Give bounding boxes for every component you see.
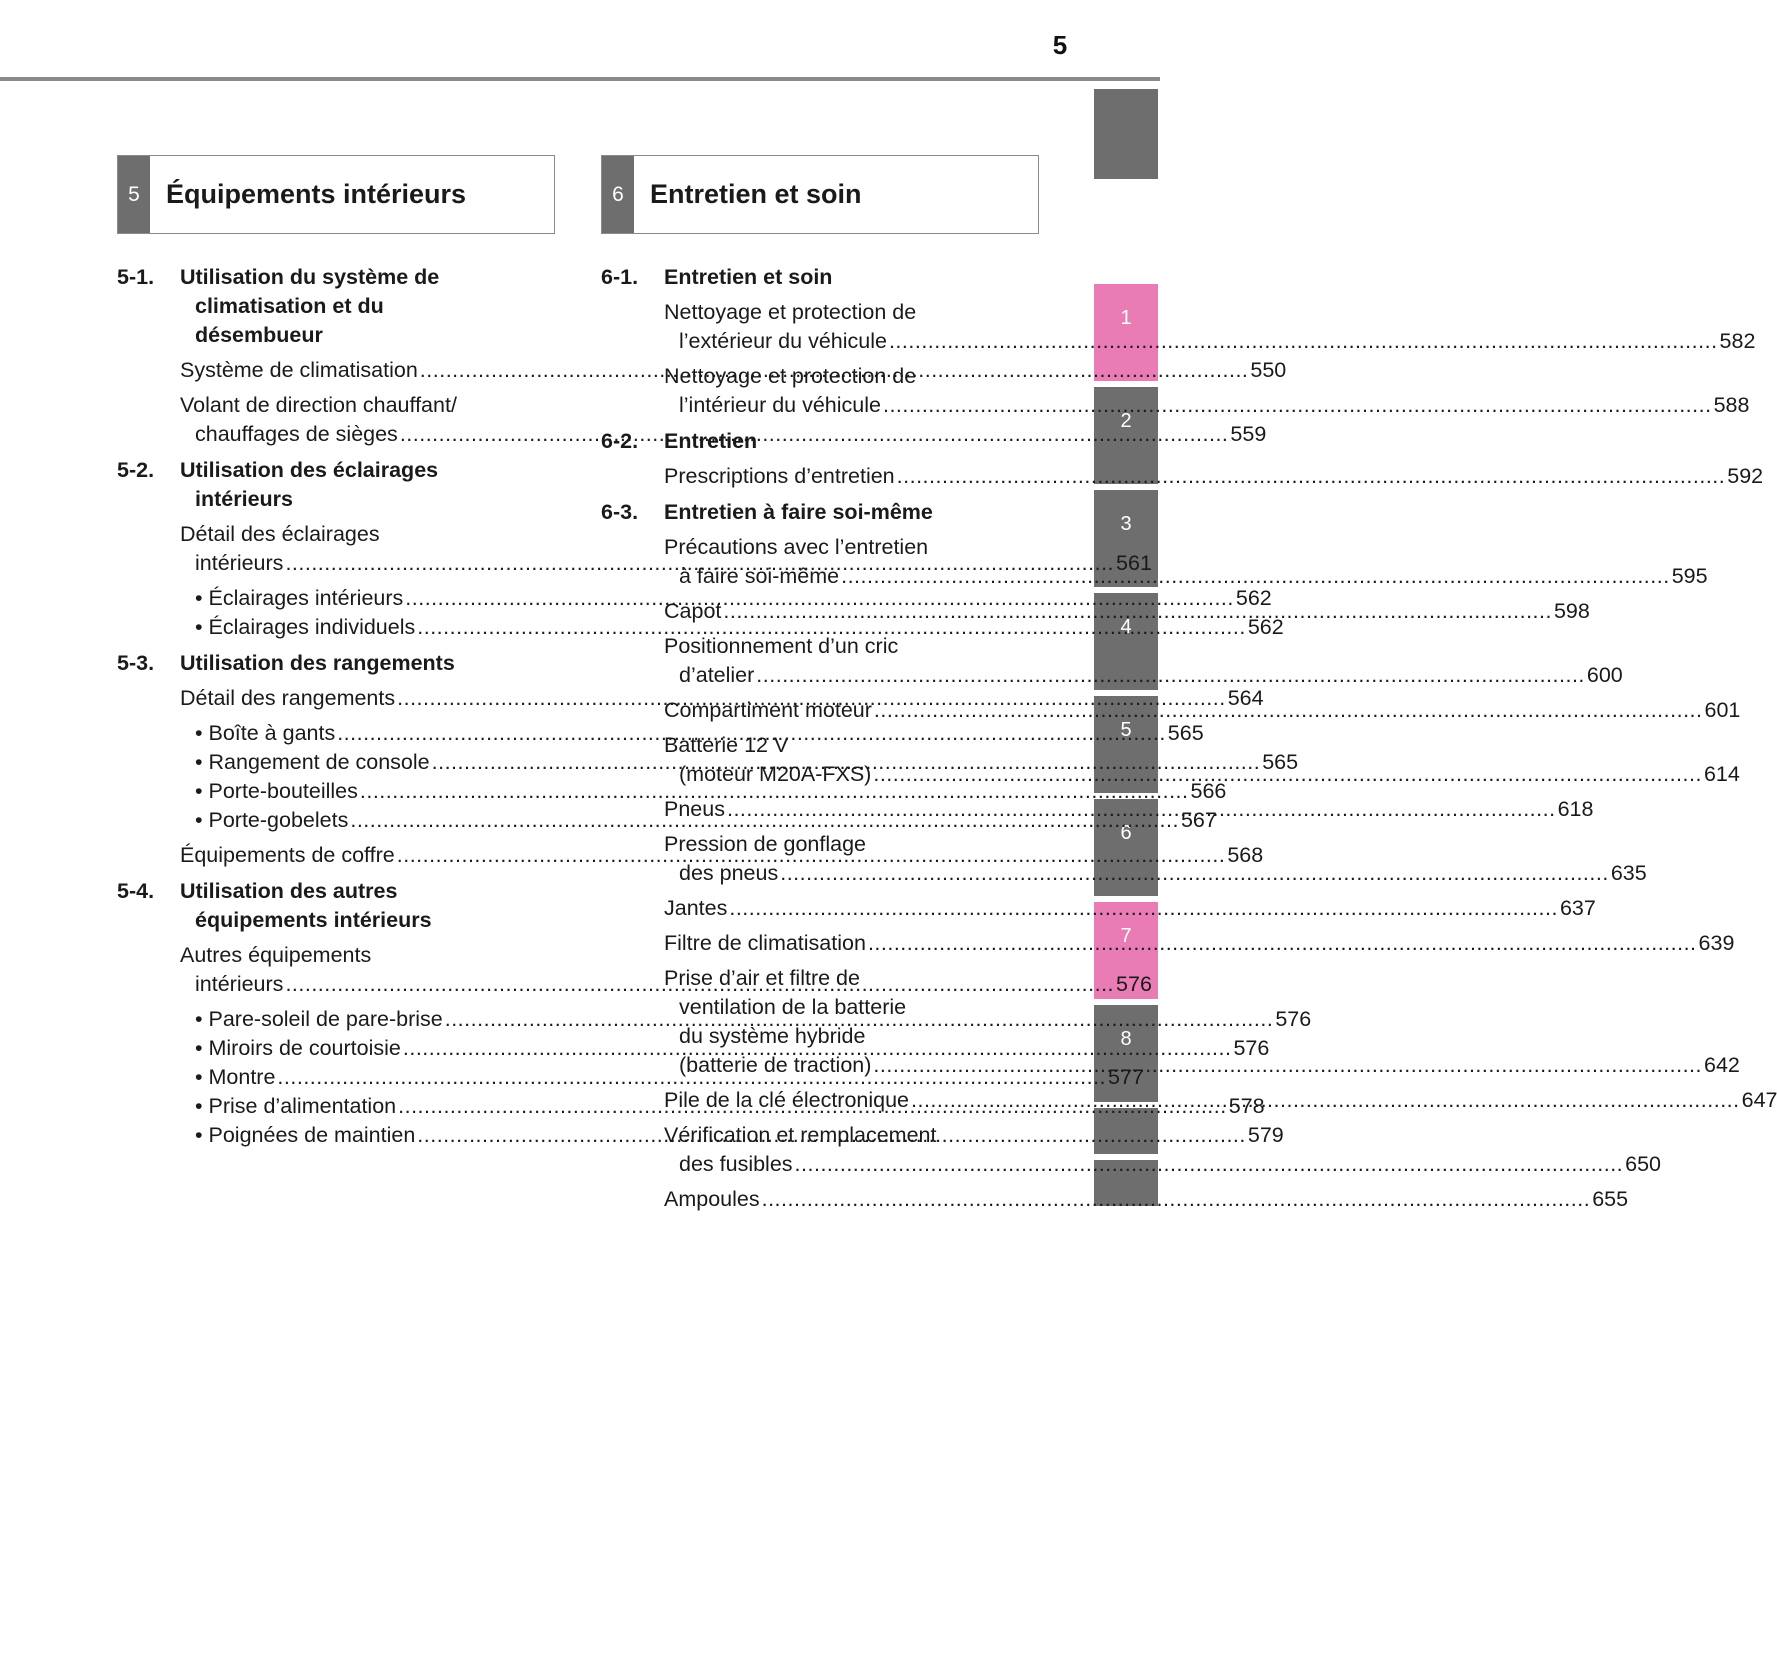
entry-text: Équipements de coffre (180, 843, 395, 867)
page-number: 5 (1052, 30, 1068, 60)
dot-leader (780, 861, 1609, 885)
page-reference: 562 (1235, 586, 1272, 610)
entry-text: Pile de la clé électronique (664, 1088, 910, 1112)
entry-line (180, 613, 1284, 642)
section-heading[interactable] (117, 877, 538, 935)
chapter-header-5 (117, 155, 555, 234)
dot-leader (883, 393, 1712, 417)
entry-text: • Montre (195, 1065, 276, 1089)
chapter-tab-label: 7 (1120, 925, 1132, 947)
entry-line (664, 327, 1756, 356)
dot-leader (795, 1152, 1624, 1176)
page-reference: 576 (1116, 972, 1152, 996)
header-rule (0, 77, 1160, 81)
section-title-line: désembueur (195, 323, 323, 347)
page-reference: 635 (1610, 861, 1647, 885)
entry-text: à faire soi-même (679, 564, 840, 588)
toc-subentry[interactable] (117, 777, 1227, 806)
toc-entry[interactable] (601, 298, 1756, 356)
entry-text: Capot (664, 599, 722, 623)
page-reference: 576 (1233, 1036, 1270, 1060)
chapter-tab-label: 8 (1120, 1028, 1132, 1050)
dot-leader (897, 464, 1726, 488)
dot-leader (756, 663, 1585, 687)
section-title-line: équipements intérieurs (195, 908, 432, 932)
entry-text: • Porte-bouteilles (195, 779, 358, 803)
section-title-line: Utilisation du système de (180, 265, 440, 289)
dot-leader (911, 1088, 1740, 1112)
toc-subentry[interactable] (117, 613, 1284, 642)
entry-text: Détail des rangements (180, 686, 396, 710)
dot-leader (729, 896, 1558, 920)
section-number: 6-1. (601, 265, 639, 289)
page-reference: 650 (1625, 1152, 1662, 1176)
entry-text: ventilation de la batterie (679, 995, 907, 1019)
entry-text: Pneus (664, 797, 725, 821)
entry-text: • Éclairages individuels (195, 615, 416, 639)
page-reference: 600 (1586, 663, 1623, 687)
chapter-header-6 (601, 155, 1039, 234)
page-reference: 618 (1557, 797, 1594, 821)
page-reference: 550 (1250, 358, 1287, 382)
dot-leader (873, 762, 1702, 786)
entry-text: Détail des éclairages (180, 522, 380, 546)
chapter-tab-label: 1 (1120, 307, 1132, 329)
entry-text: Autres équipements (180, 943, 372, 967)
entry-text: l’extérieur du véhicule (679, 329, 887, 353)
chapter-tab-label: 4 (1120, 616, 1132, 638)
entry-text: Vérification et remplacement (664, 1123, 937, 1147)
entry-text: • Rangement de console (195, 750, 430, 774)
entry-text: • Porte-gobelets (195, 808, 349, 832)
dot-leader (889, 329, 1718, 353)
entry-text: l’intérieur du véhicule (679, 393, 881, 417)
section-heading[interactable] (601, 263, 1022, 292)
page-reference: 578 (1228, 1094, 1265, 1118)
toc-entry[interactable] (601, 929, 1735, 958)
page-reference: 655 (1592, 1187, 1629, 1211)
toc-entry[interactable] (601, 894, 1596, 923)
page-reference: 565 (1262, 750, 1299, 774)
entry-line (664, 859, 1647, 888)
chapter-tab-label: 5 (1120, 719, 1132, 741)
section-title-line: Utilisation des rangements (180, 651, 455, 675)
chapter-number: 5 (118, 156, 150, 233)
entry-line (664, 1185, 1629, 1214)
chapter-tab-label: 3 (1120, 513, 1132, 535)
entry-text: Compartiment moteur (664, 698, 872, 722)
entry-text: Positionnement d’un cric (664, 634, 899, 658)
entry-text: des pneus (679, 861, 779, 885)
page-reference: 642 (1704, 1053, 1740, 1077)
entry-text: intérieurs (195, 972, 284, 996)
entry-text: Batterie 12 V (664, 733, 789, 757)
page-reference: 577 (1108, 1065, 1144, 1089)
dot-leader (723, 599, 1552, 623)
dot-leader (873, 1053, 1702, 1077)
section-title-line: intérieurs (195, 487, 293, 511)
chapter-tab-label: 6 (1120, 822, 1132, 844)
entry-line (664, 391, 1750, 420)
chapter-title: Équipements intérieurs (166, 179, 467, 209)
section-number: 6-2. (601, 429, 639, 453)
entry-text: Jantes (664, 896, 728, 920)
page-reference: 614 (1703, 762, 1740, 786)
entry-text: Prise d’air et filtre de (664, 966, 860, 990)
entry-text: • Éclairages intérieurs (195, 586, 404, 610)
section-number: 5-2. (117, 458, 155, 482)
page-reference: 639 (1698, 931, 1735, 955)
entry-text: d’atelier (679, 663, 755, 687)
section-number: 5-1. (117, 265, 155, 289)
entry-text: chauffages de sièges (195, 422, 398, 446)
page-reference: 579 (1247, 1123, 1284, 1147)
page-reference: 561 (1116, 551, 1152, 575)
page-reference: 582 (1719, 329, 1756, 353)
dot-leader (868, 931, 1697, 955)
entry-line (664, 462, 1764, 491)
chapter-tab-label: 2 (1120, 410, 1132, 432)
section-heading[interactable] (601, 427, 1022, 456)
section-title-line: Entretien à faire soi-même (664, 500, 933, 524)
page-reference: 559 (1230, 422, 1267, 446)
entry-line (664, 1150, 1662, 1179)
page-reference: 647 (1741, 1088, 1777, 1112)
page-reference: 567 (1180, 808, 1217, 832)
entry-line (664, 661, 1623, 690)
section-title-line: Entretien (664, 429, 758, 453)
chapter-number: 6 (602, 156, 634, 233)
entry-text: • Prise d’alimentation (195, 1094, 397, 1118)
page-reference: 598 (1553, 599, 1590, 623)
page-reference: 566 (1190, 779, 1227, 803)
page-reference: 595 (1671, 564, 1708, 588)
section-number: 6-3. (601, 500, 639, 524)
page-reference: 637 (1559, 896, 1596, 920)
entry-text: Nettoyage et protection de (664, 364, 917, 388)
entry-line (664, 894, 1596, 923)
page-reference: 601 (1704, 698, 1741, 722)
entry-text: • Pare-soleil de pare-brise (195, 1007, 443, 1031)
dot-leader (762, 1187, 1591, 1211)
entry-text: intérieurs (195, 551, 284, 575)
entry-text: Nettoyage et protection de (664, 300, 917, 324)
dot-leader (841, 564, 1670, 588)
entry-text: Prescriptions d’entretien (664, 464, 895, 488)
section-number: 5-3. (117, 651, 155, 675)
page-reference: 588 (1713, 393, 1750, 417)
entry-text: Précautions avec l’entretien (664, 535, 929, 559)
entry-text: Système de climatisation (180, 358, 418, 382)
entry-text: (moteur M20A-FXS) (679, 762, 872, 786)
toc-entry[interactable] (601, 1185, 1629, 1214)
page-reference: 564 (1227, 686, 1264, 710)
section-heading[interactable] (117, 263, 538, 350)
chapter-title: Entretien et soin (650, 179, 862, 209)
dot-leader (727, 797, 1556, 821)
entry-text: Pression de gonflage (664, 832, 867, 856)
page-reference: 562 (1247, 615, 1284, 639)
section-heading[interactable] (117, 649, 538, 678)
page-reference: 592 (1727, 464, 1764, 488)
entry-line (180, 777, 1227, 806)
page-reference: 565 (1167, 721, 1204, 745)
section-heading[interactable] (117, 456, 538, 514)
toc-entry[interactable] (601, 632, 1623, 690)
section-title-line: climatisation et du (195, 294, 384, 318)
section-title-line: Entretien et soin (664, 265, 833, 289)
section-heading[interactable] (601, 498, 1022, 527)
entry-text: • Poignées de maintien (195, 1123, 416, 1147)
entry-text: • Miroirs de courtoisie (195, 1036, 401, 1060)
section-title-line: Utilisation des autres (180, 879, 398, 903)
entry-text: du système hybride (679, 1024, 866, 1048)
page-reference: 576 (1275, 1007, 1312, 1031)
entry-text: Volant de direction chauffant/ (180, 393, 457, 417)
toc-entry[interactable] (601, 462, 1764, 491)
entry-text: Filtre de climatisation (664, 931, 866, 955)
chapter-tab-blank[interactable] (1094, 89, 1158, 179)
entry-text: Ampoules (664, 1187, 760, 1211)
entry-line (664, 929, 1735, 958)
dot-leader (874, 698, 1703, 722)
entry-text: (batterie de traction) (679, 1053, 872, 1077)
entry-text: • Boîte à gants (195, 721, 336, 745)
entry-text: des fusibles (679, 1152, 793, 1176)
page-reference: 568 (1227, 843, 1264, 867)
section-number: 5-4. (117, 879, 155, 903)
section-title-line: Utilisation des éclairages (180, 458, 439, 482)
